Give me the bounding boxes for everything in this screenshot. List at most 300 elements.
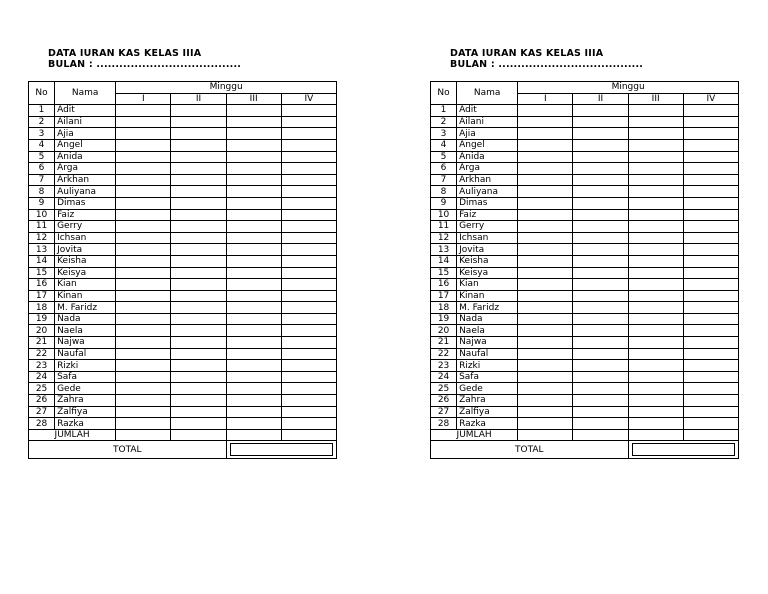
- payment-cell[interactable]: [226, 255, 281, 267]
- payment-cell[interactable]: [683, 163, 738, 175]
- payment-cell[interactable]: [281, 139, 336, 151]
- payment-cell[interactable]: [116, 383, 171, 395]
- payment-cell[interactable]: [628, 406, 683, 418]
- payment-cell[interactable]: [116, 395, 171, 407]
- payment-cell[interactable]: [518, 116, 573, 128]
- payment-cell[interactable]: [226, 406, 281, 418]
- student-name: Dimas: [55, 197, 116, 209]
- payment-cell[interactable]: [171, 325, 226, 337]
- payment-cell[interactable]: [226, 371, 281, 383]
- student-name: Adit: [457, 105, 518, 117]
- payment-cell[interactable]: [226, 418, 281, 430]
- payment-cell[interactable]: [281, 360, 336, 372]
- total-value-box[interactable]: [226, 441, 336, 459]
- table-row: [431, 302, 739, 314]
- sum-cell[interactable]: [573, 429, 628, 441]
- payment-cell[interactable]: [281, 116, 336, 128]
- payment-cell[interactable]: [171, 116, 226, 128]
- payment-cell[interactable]: [116, 163, 171, 175]
- payment-cell[interactable]: [518, 197, 573, 209]
- student-name: Kinan: [457, 290, 518, 302]
- row-number: 8: [29, 186, 55, 198]
- payment-cell[interactable]: [116, 371, 171, 383]
- table-row: [29, 197, 337, 209]
- payment-cell[interactable]: [226, 186, 281, 198]
- payment-cell[interactable]: [281, 313, 336, 325]
- payment-cell[interactable]: [573, 255, 628, 267]
- row-number: 2: [29, 116, 55, 128]
- payment-cell[interactable]: [683, 418, 738, 430]
- payment-cell[interactable]: [573, 395, 628, 407]
- payment-cell[interactable]: [171, 174, 226, 186]
- payment-cell[interactable]: [226, 395, 281, 407]
- payment-cell[interactable]: [281, 197, 336, 209]
- payment-cell[interactable]: [573, 128, 628, 140]
- payment-cell[interactable]: [171, 221, 226, 233]
- payment-cell[interactable]: [281, 348, 336, 360]
- payment-cell[interactable]: [281, 105, 336, 117]
- payment-cell[interactable]: [116, 360, 171, 372]
- payment-cell[interactable]: [518, 174, 573, 186]
- payment-cell[interactable]: [171, 197, 226, 209]
- payment-cell[interactable]: [226, 244, 281, 256]
- payment-cell[interactable]: [573, 313, 628, 325]
- sum-label: JUMLAH: [431, 429, 518, 441]
- table-row: [29, 325, 337, 337]
- payment-cell[interactable]: [518, 406, 573, 418]
- row-number: 20: [431, 325, 457, 337]
- table-row: [431, 255, 739, 267]
- payment-cell[interactable]: [518, 371, 573, 383]
- student-name: Kian: [55, 279, 116, 291]
- payment-cell[interactable]: [171, 186, 226, 198]
- payment-cell[interactable]: [518, 279, 573, 291]
- payment-cell[interactable]: [116, 406, 171, 418]
- payment-cell[interactable]: [116, 209, 171, 221]
- payment-cell[interactable]: [226, 325, 281, 337]
- payment-cell[interactable]: [281, 232, 336, 244]
- payment-cell[interactable]: [573, 244, 628, 256]
- payment-cell[interactable]: [226, 139, 281, 151]
- payment-cell[interactable]: [116, 348, 171, 360]
- student-name: Zahra: [55, 395, 116, 407]
- row-number: 5: [29, 151, 55, 163]
- payment-cell[interactable]: [628, 267, 683, 279]
- total-value-inner: [632, 443, 735, 456]
- payment-cell[interactable]: [226, 348, 281, 360]
- payment-cell[interactable]: [171, 406, 226, 418]
- payment-cell[interactable]: [116, 302, 171, 314]
- table-row: [431, 186, 739, 198]
- payment-cell[interactable]: [628, 221, 683, 233]
- payment-cell[interactable]: [683, 197, 738, 209]
- payment-cell[interactable]: [518, 302, 573, 314]
- payment-cell[interactable]: [518, 244, 573, 256]
- payment-cell[interactable]: [573, 348, 628, 360]
- student-name: Keisha: [457, 255, 518, 267]
- payment-cell[interactable]: [628, 383, 683, 395]
- sheet-header: [48, 48, 340, 70]
- payment-cell[interactable]: [628, 163, 683, 175]
- student-name: Safa: [55, 371, 116, 383]
- payment-cell[interactable]: [683, 279, 738, 291]
- payment-cell[interactable]: [171, 360, 226, 372]
- table-row: [431, 267, 739, 279]
- payment-cell[interactable]: [683, 360, 738, 372]
- payment-cell[interactable]: [171, 348, 226, 360]
- payment-cell[interactable]: [628, 337, 683, 349]
- payment-cell[interactable]: [171, 383, 226, 395]
- payment-cell[interactable]: [226, 116, 281, 128]
- payment-cell[interactable]: [281, 151, 336, 163]
- table-row: [29, 348, 337, 360]
- payment-cell[interactable]: [628, 395, 683, 407]
- sheet-title: DATA IURAN KAS KELAS IIIA: [48, 48, 202, 59]
- payment-cell[interactable]: [281, 221, 336, 233]
- payment-cell[interactable]: [683, 151, 738, 163]
- sum-cell[interactable]: [683, 429, 738, 441]
- column-header-nama: Nama: [55, 82, 116, 105]
- row-number: 24: [431, 371, 457, 383]
- row-number: 1: [29, 105, 55, 117]
- payment-cell[interactable]: [171, 209, 226, 221]
- row-number: 16: [29, 279, 55, 291]
- payment-cell[interactable]: [226, 232, 281, 244]
- payment-cell[interactable]: [628, 418, 683, 430]
- payment-cell[interactable]: [116, 221, 171, 233]
- payment-cell[interactable]: [573, 406, 628, 418]
- payment-cell[interactable]: [518, 186, 573, 198]
- payment-cell[interactable]: [226, 383, 281, 395]
- payment-cell[interactable]: [573, 337, 628, 349]
- table-row: [29, 418, 337, 430]
- payment-cell[interactable]: [683, 267, 738, 279]
- payment-cell[interactable]: [281, 371, 336, 383]
- payment-cell[interactable]: [683, 186, 738, 198]
- table-row: [431, 290, 739, 302]
- payment-cell[interactable]: [683, 325, 738, 337]
- payment-cell[interactable]: [226, 360, 281, 372]
- payment-cell[interactable]: [226, 221, 281, 233]
- student-name: Nada: [457, 313, 518, 325]
- payment-cell[interactable]: [683, 290, 738, 302]
- payment-cell[interactable]: [573, 186, 628, 198]
- payment-cell[interactable]: [518, 105, 573, 117]
- student-name: Anida: [55, 151, 116, 163]
- payment-cell[interactable]: [628, 139, 683, 151]
- payment-cell[interactable]: [171, 313, 226, 325]
- payment-cell[interactable]: [116, 151, 171, 163]
- payment-cell[interactable]: [281, 395, 336, 407]
- payment-cell[interactable]: [683, 406, 738, 418]
- payment-cell[interactable]: [171, 337, 226, 349]
- payment-cell[interactable]: [683, 371, 738, 383]
- sum-cell[interactable]: [281, 429, 336, 441]
- sum-cell[interactable]: [628, 429, 683, 441]
- payment-cell[interactable]: [518, 290, 573, 302]
- payment-cell[interactable]: [226, 163, 281, 175]
- payment-cell[interactable]: [116, 290, 171, 302]
- payment-cell[interactable]: [628, 186, 683, 198]
- payment-cell[interactable]: [518, 325, 573, 337]
- payment-cell[interactable]: [683, 395, 738, 407]
- payment-cell[interactable]: [573, 418, 628, 430]
- payment-cell[interactable]: [171, 244, 226, 256]
- payment-cell[interactable]: [281, 418, 336, 430]
- payment-cell[interactable]: [518, 337, 573, 349]
- payment-cell[interactable]: [628, 290, 683, 302]
- row-number: 11: [29, 221, 55, 233]
- payment-cell[interactable]: [628, 313, 683, 325]
- payment-cell[interactable]: [628, 302, 683, 314]
- sheet-header: [450, 48, 742, 70]
- student-name: Najwa: [457, 337, 518, 349]
- row-number: 21: [431, 337, 457, 349]
- payment-cell[interactable]: [518, 395, 573, 407]
- payment-cell[interactable]: [171, 290, 226, 302]
- payment-cell[interactable]: [281, 279, 336, 291]
- payment-cell[interactable]: [683, 139, 738, 151]
- payment-cell[interactable]: [281, 406, 336, 418]
- student-name: Ichsan: [55, 232, 116, 244]
- payment-cell[interactable]: [116, 255, 171, 267]
- payment-cell[interactable]: [116, 186, 171, 198]
- payment-cell[interactable]: [628, 151, 683, 163]
- payment-cell[interactable]: [171, 128, 226, 140]
- payment-cell[interactable]: [628, 279, 683, 291]
- payment-cell[interactable]: [281, 244, 336, 256]
- payment-cell[interactable]: [518, 128, 573, 140]
- payment-cell[interactable]: [683, 221, 738, 233]
- payment-cell[interactable]: [573, 105, 628, 117]
- payment-cell[interactable]: [171, 418, 226, 430]
- payment-cell[interactable]: [573, 221, 628, 233]
- payment-cell[interactable]: [171, 302, 226, 314]
- column-header-minggu: Minggu: [518, 82, 739, 94]
- payment-cell[interactable]: [281, 290, 336, 302]
- payment-cell[interactable]: [116, 313, 171, 325]
- payment-cell[interactable]: [683, 116, 738, 128]
- payment-cell[interactable]: [683, 174, 738, 186]
- payment-cell[interactable]: [116, 325, 171, 337]
- payment-cell[interactable]: [628, 371, 683, 383]
- payment-cell[interactable]: [518, 418, 573, 430]
- payment-cell[interactable]: [683, 255, 738, 267]
- payment-cell[interactable]: [628, 244, 683, 256]
- total-label: TOTAL: [431, 441, 629, 459]
- table-row: [29, 279, 337, 291]
- table-row: [29, 221, 337, 233]
- student-name: Arkhan: [457, 174, 518, 186]
- payment-cell[interactable]: [573, 232, 628, 244]
- payment-cell[interactable]: [518, 383, 573, 395]
- payment-cell[interactable]: [116, 267, 171, 279]
- payment-cell[interactable]: [226, 105, 281, 117]
- payment-cell[interactable]: [281, 128, 336, 140]
- payment-cell[interactable]: [281, 383, 336, 395]
- payment-cell[interactable]: [628, 197, 683, 209]
- payment-cell[interactable]: [683, 383, 738, 395]
- sum-cell[interactable]: [116, 429, 171, 441]
- student-name: Rizki: [55, 360, 116, 372]
- payment-cell[interactable]: [573, 209, 628, 221]
- payment-cell[interactable]: [628, 105, 683, 117]
- payment-cell[interactable]: [116, 116, 171, 128]
- student-name: Rizki: [457, 360, 518, 372]
- table-row: [431, 348, 739, 360]
- payment-cell[interactable]: [281, 174, 336, 186]
- student-name: Zalfiya: [55, 406, 116, 418]
- payment-cell[interactable]: [628, 255, 683, 267]
- column-header-week: I: [518, 93, 573, 105]
- payment-cell[interactable]: [628, 116, 683, 128]
- payment-cell[interactable]: [573, 197, 628, 209]
- payment-cell[interactable]: [628, 360, 683, 372]
- total-value-box[interactable]: [628, 441, 738, 459]
- payment-cell[interactable]: [628, 232, 683, 244]
- row-number: 21: [29, 337, 55, 349]
- payment-cell[interactable]: [116, 128, 171, 140]
- payment-cell[interactable]: [171, 163, 226, 175]
- payment-cell[interactable]: [116, 244, 171, 256]
- payment-cell[interactable]: [628, 325, 683, 337]
- payment-cell[interactable]: [171, 151, 226, 163]
- payment-cell[interactable]: [171, 105, 226, 117]
- payment-cell[interactable]: [518, 267, 573, 279]
- payment-cell[interactable]: [573, 383, 628, 395]
- payment-cell[interactable]: [573, 279, 628, 291]
- payment-cell[interactable]: [281, 186, 336, 198]
- payment-cell[interactable]: [226, 151, 281, 163]
- payment-cell[interactable]: [171, 232, 226, 244]
- payment-cell[interactable]: [116, 232, 171, 244]
- payment-cell[interactable]: [518, 232, 573, 244]
- payment-cell[interactable]: [171, 267, 226, 279]
- row-number: 7: [29, 174, 55, 186]
- payment-cell[interactable]: [281, 255, 336, 267]
- payment-cell[interactable]: [226, 302, 281, 314]
- row-number: 16: [431, 279, 457, 291]
- row-number: 17: [29, 290, 55, 302]
- payment-cell[interactable]: [281, 163, 336, 175]
- payment-cell[interactable]: [171, 395, 226, 407]
- payment-cell[interactable]: [116, 418, 171, 430]
- payment-cell[interactable]: [171, 371, 226, 383]
- payment-cell[interactable]: [573, 174, 628, 186]
- row-number: 12: [431, 232, 457, 244]
- table-row: [431, 244, 739, 256]
- table-row: [431, 313, 739, 325]
- payment-cell[interactable]: [683, 209, 738, 221]
- payment-cell[interactable]: [116, 279, 171, 291]
- payment-cell[interactable]: [226, 290, 281, 302]
- payment-cell[interactable]: [683, 128, 738, 140]
- payment-cell[interactable]: [573, 290, 628, 302]
- payment-cell[interactable]: [573, 302, 628, 314]
- payment-cell[interactable]: [518, 360, 573, 372]
- table-row: [431, 279, 739, 291]
- row-number: 9: [29, 197, 55, 209]
- payment-cell[interactable]: [683, 244, 738, 256]
- table-row: [431, 360, 739, 372]
- payment-cell[interactable]: [171, 139, 226, 151]
- payment-cell[interactable]: [226, 279, 281, 291]
- payment-cell[interactable]: [281, 302, 336, 314]
- payment-cell[interactable]: [226, 209, 281, 221]
- payment-cell[interactable]: [628, 128, 683, 140]
- payment-cell[interactable]: [573, 151, 628, 163]
- student-name: Jovita: [55, 244, 116, 256]
- payment-cell[interactable]: [226, 313, 281, 325]
- sum-cell[interactable]: [518, 429, 573, 441]
- payment-cell[interactable]: [518, 221, 573, 233]
- payment-cell[interactable]: [573, 267, 628, 279]
- payment-cell[interactable]: [226, 197, 281, 209]
- payment-cell[interactable]: [281, 209, 336, 221]
- payment-cell[interactable]: [573, 325, 628, 337]
- payment-cell[interactable]: [226, 128, 281, 140]
- payment-cell[interactable]: [573, 139, 628, 151]
- payment-cell[interactable]: [518, 209, 573, 221]
- student-name: Ichsan: [457, 232, 518, 244]
- column-header-week: IV: [281, 93, 336, 105]
- payment-cell[interactable]: [683, 348, 738, 360]
- payment-cell[interactable]: [628, 348, 683, 360]
- student-name: Najwa: [55, 337, 116, 349]
- payment-cell[interactable]: [683, 232, 738, 244]
- payment-cell[interactable]: [281, 325, 336, 337]
- row-number: 11: [431, 221, 457, 233]
- payment-cell[interactable]: [518, 163, 573, 175]
- table-row: [431, 151, 739, 163]
- payment-cell[interactable]: [683, 313, 738, 325]
- row-number: 6: [431, 163, 457, 175]
- payment-cell[interactable]: [683, 105, 738, 117]
- row-number: 10: [29, 209, 55, 221]
- payment-cell[interactable]: [281, 267, 336, 279]
- payment-cell[interactable]: [116, 337, 171, 349]
- row-number: 14: [431, 255, 457, 267]
- payment-cell[interactable]: [683, 302, 738, 314]
- payment-cell[interactable]: [116, 105, 171, 117]
- payment-cell[interactable]: [518, 151, 573, 163]
- payment-cell[interactable]: [628, 209, 683, 221]
- payment-cell[interactable]: [573, 163, 628, 175]
- payment-cell[interactable]: [171, 279, 226, 291]
- payment-cell[interactable]: [683, 337, 738, 349]
- payment-cell[interactable]: [573, 116, 628, 128]
- payment-cell[interactable]: [281, 337, 336, 349]
- payment-cell[interactable]: [518, 139, 573, 151]
- payment-cell[interactable]: [518, 348, 573, 360]
- payment-cell[interactable]: [226, 267, 281, 279]
- row-number: 6: [29, 163, 55, 175]
- payment-cell[interactable]: [573, 360, 628, 372]
- payment-cell[interactable]: [226, 337, 281, 349]
- payment-cell[interactable]: [116, 197, 171, 209]
- payment-cell[interactable]: [518, 255, 573, 267]
- sum-cell[interactable]: [226, 429, 281, 441]
- sum-cell[interactable]: [171, 429, 226, 441]
- payment-cell[interactable]: [628, 174, 683, 186]
- payment-cell[interactable]: [116, 139, 171, 151]
- payment-cell[interactable]: [518, 313, 573, 325]
- payment-cell[interactable]: [116, 174, 171, 186]
- row-number: 7: [431, 174, 457, 186]
- payment-cell[interactable]: [171, 255, 226, 267]
- payment-cell[interactable]: [573, 371, 628, 383]
- payment-cell[interactable]: [226, 174, 281, 186]
